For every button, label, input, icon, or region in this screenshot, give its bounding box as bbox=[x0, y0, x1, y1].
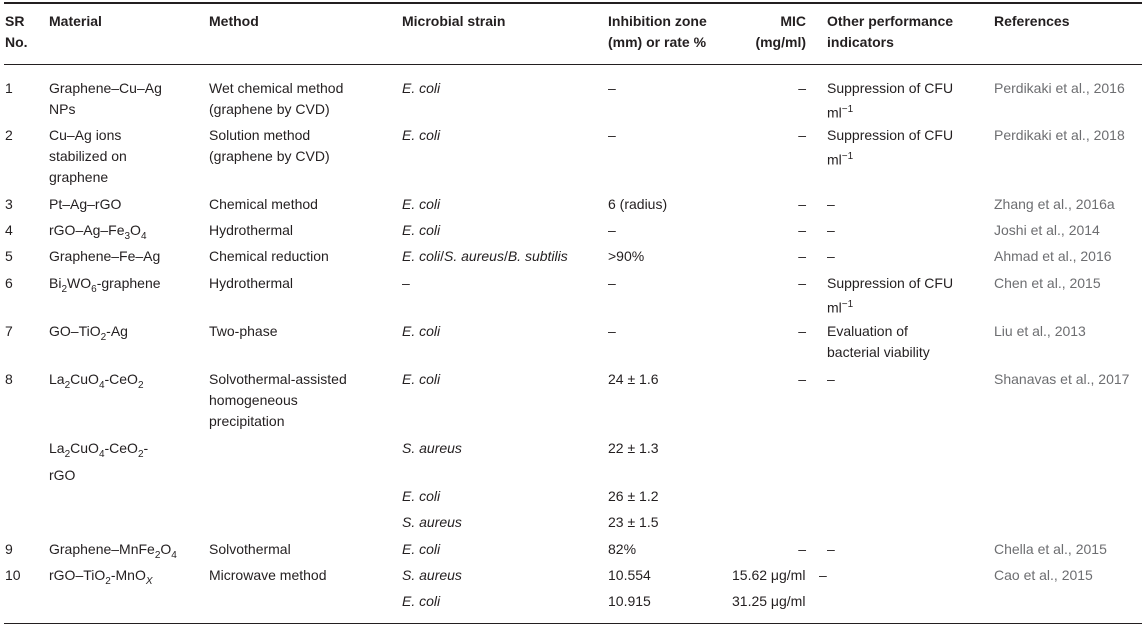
row9-sr: 9 bbox=[5, 541, 13, 557]
row8d-zone: 23 ± 1.5 bbox=[608, 514, 659, 530]
row8b-zone: 22 ± 1.3 bbox=[608, 440, 659, 456]
row4-sr: 4 bbox=[5, 222, 13, 238]
row8-method-l2: homogeneous bbox=[209, 392, 298, 408]
row6-other-l1: Suppression of CFU bbox=[827, 275, 954, 291]
row2-method bbox=[209, 125, 330, 167]
row3-strain: E. coli bbox=[402, 196, 441, 212]
row1-reference[interactable]: Perdikaki et al., 2016 bbox=[994, 80, 1125, 96]
row5-strain: E. coli/S. aureus/B. subtilis bbox=[402, 248, 568, 264]
row9-mic: – bbox=[798, 541, 806, 557]
row1-zone: – bbox=[608, 80, 616, 96]
row4-reference[interactable]: Joshi et al., 2014 bbox=[994, 222, 1100, 238]
row5-other: – bbox=[827, 248, 835, 264]
row2-sr: 2 bbox=[5, 127, 13, 143]
row10b-mic: 31.25 μg/ml bbox=[732, 593, 806, 609]
row6-method: Hydrothermal bbox=[209, 275, 294, 291]
row3-reference[interactable]: Zhang et al., 2016a bbox=[994, 196, 1115, 212]
row6-other-l2: $ml^{-1}$ bbox=[827, 299, 854, 316]
row8-strain: E. coli bbox=[402, 371, 441, 387]
row8c-zone: 26 ± 1.2 bbox=[608, 488, 659, 504]
header-mic bbox=[736, 11, 806, 53]
row5-mic: – bbox=[798, 248, 806, 264]
row7-sr: 7 bbox=[5, 323, 13, 339]
row2-strain: E. coli bbox=[402, 127, 441, 143]
row8-method-l3: precipitation bbox=[209, 413, 285, 429]
row2-reference[interactable]: Perdikaki et al., 2018 bbox=[994, 127, 1125, 143]
row5-reference[interactable]: Ahmad et al., 2016 bbox=[994, 248, 1112, 264]
row8b-material bbox=[49, 438, 148, 486]
row5-method: Chemical reduction bbox=[209, 248, 329, 264]
row1-method bbox=[209, 78, 343, 120]
row2-zone: – bbox=[608, 127, 616, 143]
header-sr-line1: SR bbox=[5, 13, 25, 29]
row8-reference[interactable]: Shanavas et al., 2017 bbox=[994, 371, 1130, 387]
row8c-strain: E. coli bbox=[402, 488, 441, 504]
row4-zone: – bbox=[608, 222, 616, 238]
row8b-strain: S. aureus bbox=[402, 440, 462, 456]
header-other bbox=[827, 11, 953, 53]
row4-material: rGO–$Ag-Fe_3O_4$ bbox=[49, 222, 147, 242]
header-zone-line1: Inhibition zone bbox=[608, 13, 707, 29]
row10-mic: 15.62 μg/ml bbox=[732, 567, 806, 583]
row3-sr: 3 bbox=[5, 196, 13, 212]
row7-other-l1: Evaluation of bbox=[827, 323, 908, 339]
row2-method-l2: (graphene by CVD) bbox=[209, 148, 330, 164]
row9-material: Graphene–$MnFe_2O_4$ bbox=[49, 541, 177, 561]
row1-material-l2: NPs bbox=[49, 101, 76, 117]
row6-other bbox=[827, 273, 953, 319]
row5-material: Graphene–Fe–Ag bbox=[49, 248, 161, 264]
row7-zone: – bbox=[608, 323, 616, 339]
row5-sr: 5 bbox=[5, 248, 13, 264]
row9-other: – bbox=[827, 541, 835, 557]
row2-method-l1: Solution method bbox=[209, 127, 311, 143]
row2-material-l1: Cu–Ag ions bbox=[49, 127, 122, 143]
row1-mic: – bbox=[798, 80, 806, 96]
row2-other-l1: Suppression of CFU bbox=[827, 127, 954, 143]
header-rule bbox=[4, 64, 1142, 65]
row10b-zone: 10.915 bbox=[608, 593, 651, 609]
row1-other-l2: $ml^{-1}$ bbox=[827, 104, 854, 121]
row10-zone: 10.554 bbox=[608, 567, 651, 583]
header-other-line1: Other performance bbox=[827, 13, 954, 29]
row6-strain: – bbox=[402, 275, 410, 291]
row8-material: $La_2CuO_4-CeO_2$ bbox=[49, 371, 144, 391]
row10-method: Microwave method bbox=[209, 567, 327, 583]
top-rule bbox=[4, 2, 1142, 4]
row6-reference[interactable]: Chen et al., 2015 bbox=[994, 275, 1101, 291]
row7-material: GO–TiO$_2$-Ag bbox=[49, 323, 128, 343]
header-sr-line2: No. bbox=[5, 34, 28, 50]
row10-sr: 10 bbox=[5, 567, 21, 583]
row2-material bbox=[49, 125, 127, 188]
row9-method: Solvothermal bbox=[209, 541, 291, 557]
row10-reference[interactable]: Cao et al., 2015 bbox=[994, 567, 1093, 583]
row1-method-l2: (graphene by CVD) bbox=[209, 101, 330, 117]
header-other-line2: indicators bbox=[827, 34, 894, 50]
row4-other: – bbox=[827, 222, 835, 238]
row7-method: Two-phase bbox=[209, 323, 278, 339]
row1-sr: 1 bbox=[5, 80, 13, 96]
row10b-strain: E. coli bbox=[402, 593, 441, 609]
row10-strain: S. aureus bbox=[402, 567, 462, 583]
row7-other-l2: bacterial viability bbox=[827, 344, 930, 360]
row6-mic: – bbox=[798, 275, 806, 291]
row7-mic: – bbox=[798, 323, 806, 339]
row3-material: Pt–Ag–rGO bbox=[49, 196, 122, 212]
row3-method: Chemical method bbox=[209, 196, 318, 212]
header-mic-line2: (mg/ml) bbox=[755, 34, 806, 50]
row4-mic: – bbox=[798, 222, 806, 238]
row1-method-l1: Wet chemical method bbox=[209, 80, 344, 96]
row6-material: $Bi_2WO_6$-graphene bbox=[49, 275, 161, 295]
header-material: Material bbox=[49, 13, 102, 29]
header-zone bbox=[608, 11, 707, 53]
header-references: References bbox=[994, 13, 1070, 29]
row6-zone: – bbox=[608, 275, 616, 291]
row7-reference[interactable]: Liu et al., 2013 bbox=[994, 323, 1086, 339]
row3-mic: – bbox=[798, 196, 806, 212]
row10-material: rGO–TiO$_2$-MnO$_X$ bbox=[49, 567, 153, 587]
row2-other bbox=[827, 125, 953, 171]
row4-method: Hydrothermal bbox=[209, 222, 294, 238]
row1-material bbox=[49, 78, 162, 120]
row1-strain: E. coli bbox=[402, 80, 441, 96]
row3-zone: 6 (radius) bbox=[608, 196, 668, 212]
row9-strain: E. coli bbox=[402, 541, 441, 557]
bottom-rule bbox=[4, 623, 1142, 624]
row2-material-l2: stabilized on bbox=[49, 148, 127, 164]
row7-other bbox=[827, 321, 930, 363]
row8d-strain: S. aureus bbox=[402, 514, 462, 530]
row8-zone: 24 ± 1.6 bbox=[608, 371, 659, 387]
row8-other: – bbox=[827, 371, 835, 387]
header-mic-line1: MIC bbox=[780, 13, 806, 29]
row7-strain: E. coli bbox=[402, 323, 441, 339]
row1-other-l1: Suppression of CFU bbox=[827, 80, 954, 96]
header-method: Method bbox=[209, 13, 259, 29]
row1-other bbox=[827, 78, 953, 124]
row1-material-l1: Graphene–Cu–Ag bbox=[49, 80, 162, 96]
header-zone-line2: (mm) or rate % bbox=[608, 34, 707, 50]
row8b-material-l1: $La_2CuO_4-CeO_2-$ bbox=[49, 440, 149, 460]
header-sr bbox=[5, 11, 28, 53]
row9-zone: 82% bbox=[608, 541, 637, 557]
row2-other-l2: $ml^{-1}$ bbox=[827, 151, 854, 168]
row2-mic: – bbox=[798, 127, 806, 143]
row8b-material-l2: rGO bbox=[49, 466, 76, 483]
row6-sr: 6 bbox=[5, 275, 13, 291]
row8-method-l1: Solvothermal-assisted bbox=[209, 371, 347, 387]
row10-other: – bbox=[819, 567, 827, 583]
row4-strain: E. coli bbox=[402, 222, 441, 238]
row9-reference[interactable]: Chella et al., 2015 bbox=[994, 541, 1107, 557]
row8-sr: 8 bbox=[5, 371, 13, 387]
row8-mic: – bbox=[798, 371, 806, 387]
row8-method bbox=[209, 369, 347, 432]
row2-material-l3: graphene bbox=[49, 169, 109, 185]
row5-zone: >90% bbox=[608, 248, 645, 264]
header-strain: Microbial strain bbox=[402, 13, 506, 29]
row3-other: – bbox=[827, 196, 835, 212]
